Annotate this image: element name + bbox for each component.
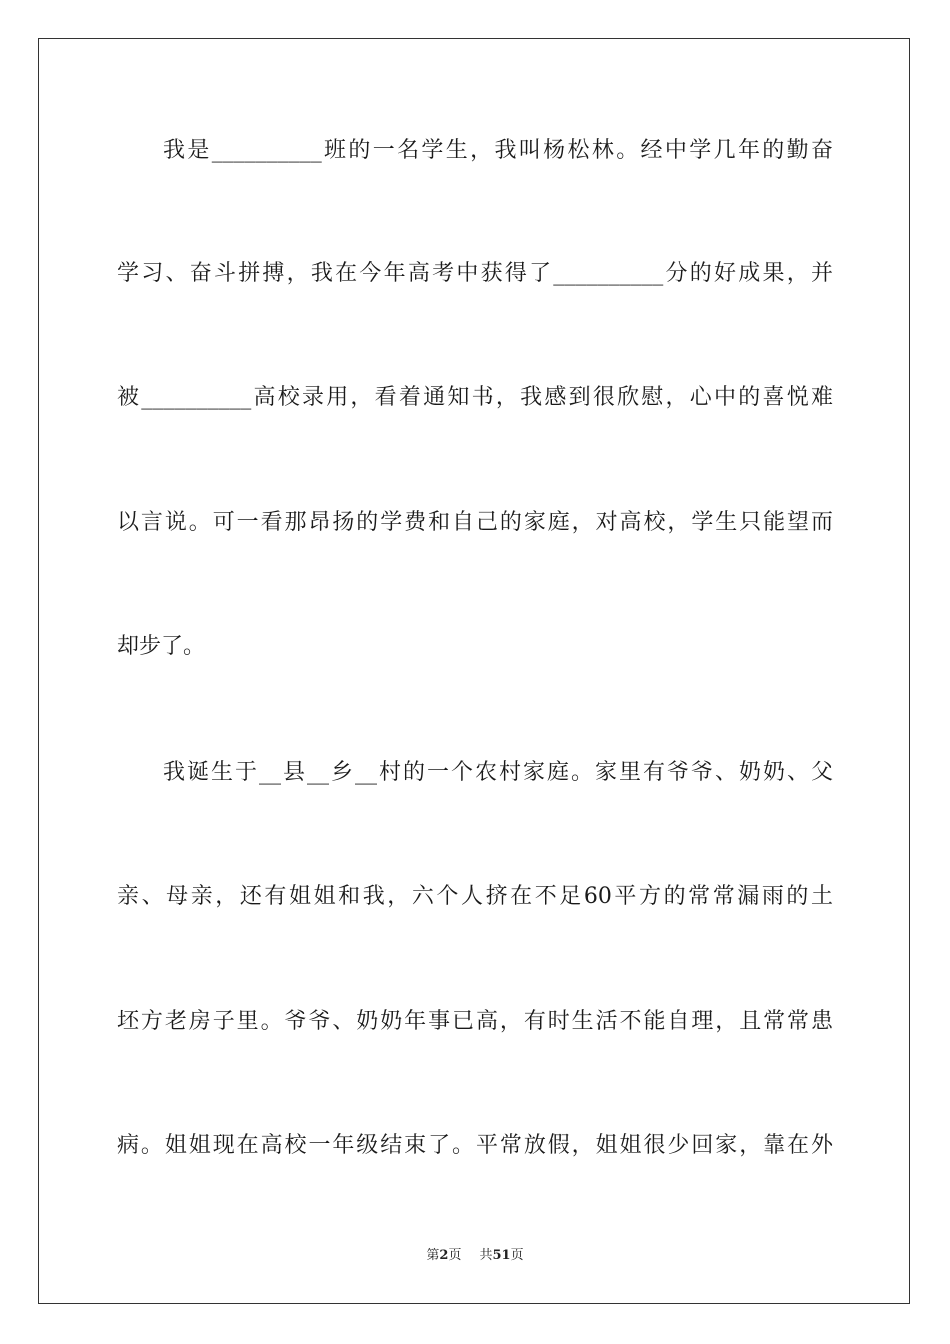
page-border — [38, 38, 910, 1304]
page-footer — [0, 1247, 950, 1265]
total-suffix: 页 — [510, 1248, 524, 1263]
page-suffix: 页 — [448, 1248, 462, 1263]
paragraph-1-line-1: 我是__________班的一名学生，我叫杨松林。经中学几年的勤奋 — [163, 138, 833, 163]
paragraph-2-line-1: 我诞生于__县__乡__村的一个农村家庭。家里有爷爷、奶奶、父 — [163, 760, 833, 785]
page-prefix: 第 — [426, 1248, 440, 1263]
paragraph-1-line-2: 学习、奋斗拼搏，我在今年高考中获得了__________分的好成果，并 — [117, 261, 833, 286]
paragraph-2-line-2: 亲、母亲，还有姐姐和我，六个人挤在不足60平方的常常漏雨的土 — [117, 884, 833, 909]
paragraph-1-line-3: 被__________高校录用，看着通知书，我感到很欣慰，心中的喜悦难 — [117, 385, 833, 410]
paragraph-1-line-4: 以言说。可一看那昂扬的学费和自己的家庭，对高校，学生只能望而 — [117, 510, 833, 535]
paragraph-2-line-4: 病。姐姐现在高校一年级结束了。平常放假，姐姐很少回家，靠在外 — [117, 1133, 833, 1158]
total-prefix: 共 — [479, 1248, 493, 1263]
paragraph-1-line-5: 却步了。 — [117, 634, 206, 659]
paragraph-2-line-3: 坯方老房子里。爷爷、奶奶年事已高，有时生活不能自理，且常常患 — [117, 1009, 833, 1034]
total-pages: 51 — [492, 1248, 511, 1263]
page-number: 2 — [439, 1248, 449, 1263]
